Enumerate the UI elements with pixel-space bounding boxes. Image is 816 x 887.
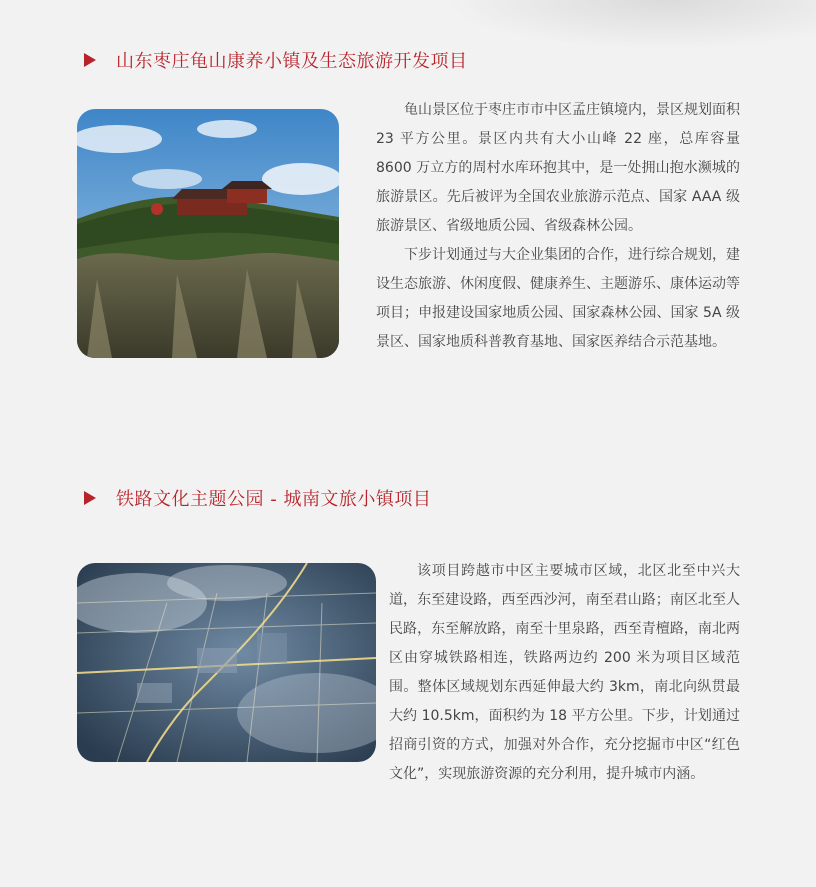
ink-wash-decoration [440,0,816,50]
section-1-title-text: 山东枣庄龟山康养小镇及生态旅游开发项目 [116,51,468,72]
section-1-description [376,96,740,357]
section-1-paragraph-2: 下步计划通过与大企业集团的合作，进行综合规划，建设生态旅游、休闲度假、健康养生、主题游乐、康体运动等项目；申报建设国家地质公园、国家森林公园、国家 5A 级景区、国家地质科普教育基地、国家医养结合示范基地。 [376,247,740,350]
triangle-bullet-icon [84,491,96,505]
triangle-bullet-icon [84,53,96,67]
section-2-paragraph-1: 该项目跨越市中区主要城市区域，北区北至中兴大道，东至建设路，西至西沙河，南至君山路；南区北至人民路，东至解放路，南至十里泉路，西至青檀路，南北两区由穿城铁路相连，铁路两边约 200 米为项目区域范围。整体区域规划东西延伸最大约 3km，南北向纵贯最大约 10.5km，面积约为 18 平方公里。下步，计划通过招商引资的方式，加强对外合作，充分挖掘市中区“红色文化”，实现旅游资源的充分利用，提升城市内涵。 [389,563,740,782]
section-1-title [84,47,468,73]
city-aerial-render-photo [77,563,376,762]
section-1-paragraph-1: 龟山景区位于枣庄市市中区孟庄镇境内，景区规划面积 23 平方公里。景区内共有大小山峰 22 座，总库容量 8600 万立方的周村水库环抱其中，是一处拥山抱水濒城的旅游景区。先后被评为全国农业旅游示范点、国家 AAA 级旅游景区、省级地质公园、省级森林公园。 [376,102,740,234]
mountain-temple-photo [77,109,339,358]
section-2-title [84,485,431,511]
section-2-title-text: 铁路文化主题公园 - 城南文旅小镇项目 [116,489,432,510]
section-2-description [389,557,740,789]
